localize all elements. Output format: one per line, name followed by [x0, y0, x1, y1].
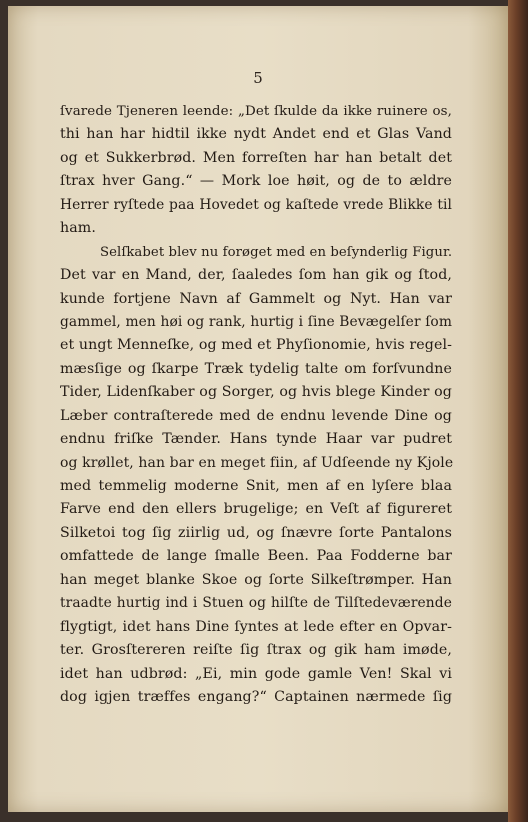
text-line: kunde fortjene Navn af Gammelt og Nyt. Han var: [60, 290, 452, 307]
text-line: traadte hurtig ind i Stuen og hilſte de Tilſtedeværende: [60, 595, 452, 612]
text-line: han meget blanke Skoe og ſorte Silkeſtrømper. Han: [60, 571, 452, 588]
text-line: ham.: [60, 220, 96, 237]
body-text: [60, 100, 452, 709]
text-line: idet han udbrød: „Ei, min gode gamle Ven! Skal vi: [60, 665, 452, 682]
text-line: Selſkabet blev nu forøget med en beſynderlig Figur.: [100, 244, 453, 260]
text-line: endnu friſke Tænder. Hans tynde Haar var pudret: [60, 431, 452, 448]
text-line: mæsſige og ſkarpe Træk tydelig talte om forſvundne: [60, 360, 452, 377]
text-line: ſvarede Tjeneren leende: „Det ſkulde da ikke ruinere os,: [60, 104, 452, 119]
text-line: ter. Grosſtereren reiſte ſig ſtrax og gik ham imøde,: [60, 642, 452, 659]
text-line: med temmelig moderne Snit, men af en lyſere blaa: [60, 478, 452, 494]
text-line: Silketoi tog ſig ziirlig ud, og ſnævre ſorte Pantalons: [60, 524, 452, 541]
text-line: thi han har hidtil ikke nydt Andet end et Glas Vand: [60, 126, 452, 143]
text-line: gammel, men høi og rank, hurtig i ſine Bevægelſer ſom: [60, 313, 452, 330]
page-number: 5: [253, 69, 263, 87]
text-line: dog igjen træffes engang?“ Captainen nærmede ſig: [60, 688, 452, 705]
text-line: Det var en Mand, der, ſaaledes ſom han gik og ſtod,: [60, 267, 452, 284]
text-line: Tider, Lidenſkaber og Sorger, og hvis blege Kinder og: [60, 384, 452, 401]
text-line: Farve end den ellers brugelige; en Veſt af figureret: [60, 501, 452, 518]
text-line: omfattede de lange ſmalle Been. Paa Fodderne bar: [60, 548, 452, 565]
text-line: og krøllet, han bar en meget fiin, af Udſeende ny Kjole: [60, 454, 454, 471]
text-line: et ungt Menneſke, og med et Phyſionomie, hvis regel-: [60, 337, 452, 354]
text-line: ſtrax hver Gang.“ — Mork loe høit, og de to ældre: [60, 173, 452, 190]
text-line: flygtigt, idet hans Dine ſyntes at lede efter en Opvar-: [60, 618, 452, 635]
text-line: og et Sukkerbrød. Men forreſten har han betalt det: [60, 149, 452, 166]
text-line: Læber contraſterede med de endnu levende Dine og: [60, 407, 452, 424]
text-line: Herrer ryſtede paa Hovedet og kaſtede vrede Blikke til: [60, 196, 452, 213]
book-page: [8, 6, 508, 812]
book-cover-edge: [508, 0, 528, 822]
